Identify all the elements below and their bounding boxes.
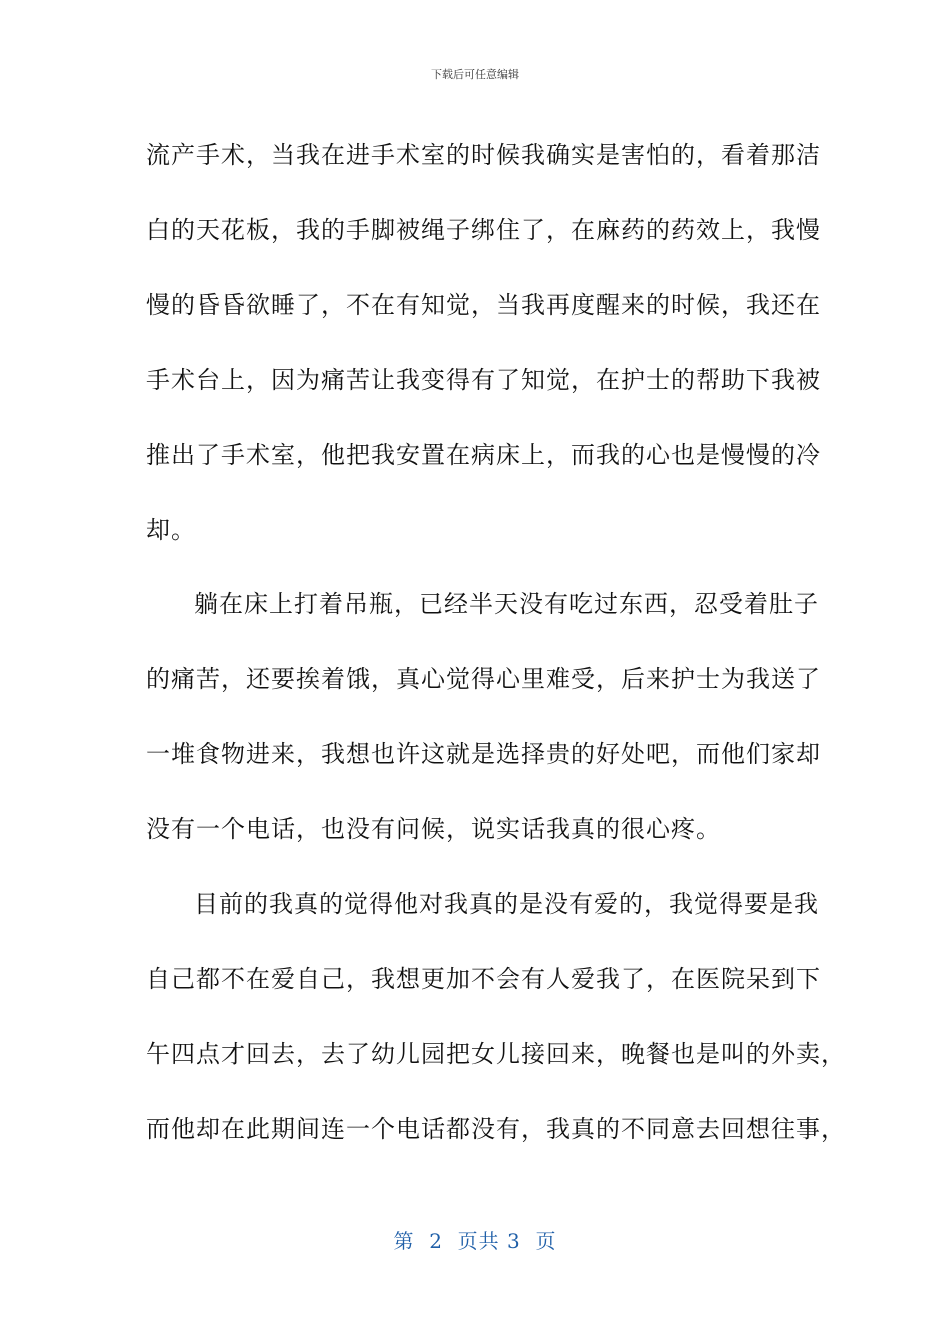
text-line: 目前的我真的觉得他对我真的是没有爱的，我觉得要是我	[194, 890, 819, 919]
text-line: 白的天花板，我的手脚被绳子绑住了，在麻药的药效上，我慢	[146, 215, 821, 244]
header-note: 下载后可任意编辑	[431, 68, 519, 81]
text-line: 却。	[146, 515, 196, 544]
text-line: 没有一个电话，也没有问候，说实话我真的很心疼。	[146, 815, 721, 844]
text-line: 午四点才回去，去了幼儿园把女儿接回来，晚餐也是叫的外卖，	[146, 1039, 846, 1068]
text-line: 手术台上，因为痛苦让我变得有了知觉，在护士的帮助下我被	[146, 365, 821, 394]
text-line: 的痛苦，还要挨着饿，真心觉得心里难受，后来护士为我送了	[146, 665, 821, 694]
text-line: 一堆食物进来，我想也许这就是选择贵的好处吧，而他们家却	[146, 740, 821, 769]
text-line: 自己都不在爱自己，我想更加不会有人爱我了，在医院呆到下	[146, 964, 821, 993]
text-line: 而他却在此期间连一个电话都没有，我真的不同意去回想往事，	[146, 1114, 846, 1143]
text-line: 慢的昏昏欲睡了，不在有知觉，当我再度醒来的时候，我还在	[146, 290, 821, 319]
text-line: 躺在床上打着吊瓶，已经半天没有吃过东西，忍受着肚子	[194, 590, 819, 619]
text-line: 流产手术，当我在进手术室的时候我确实是害怕的，看着那洁	[146, 141, 821, 169]
body-text	[146, 118, 846, 1167]
text-line: 推出了手术室，他把我安置在病床上，而我的心也是慢慢的冷	[146, 440, 821, 469]
page-number-footer: 第 2 页共 3 页	[393, 1229, 557, 1253]
